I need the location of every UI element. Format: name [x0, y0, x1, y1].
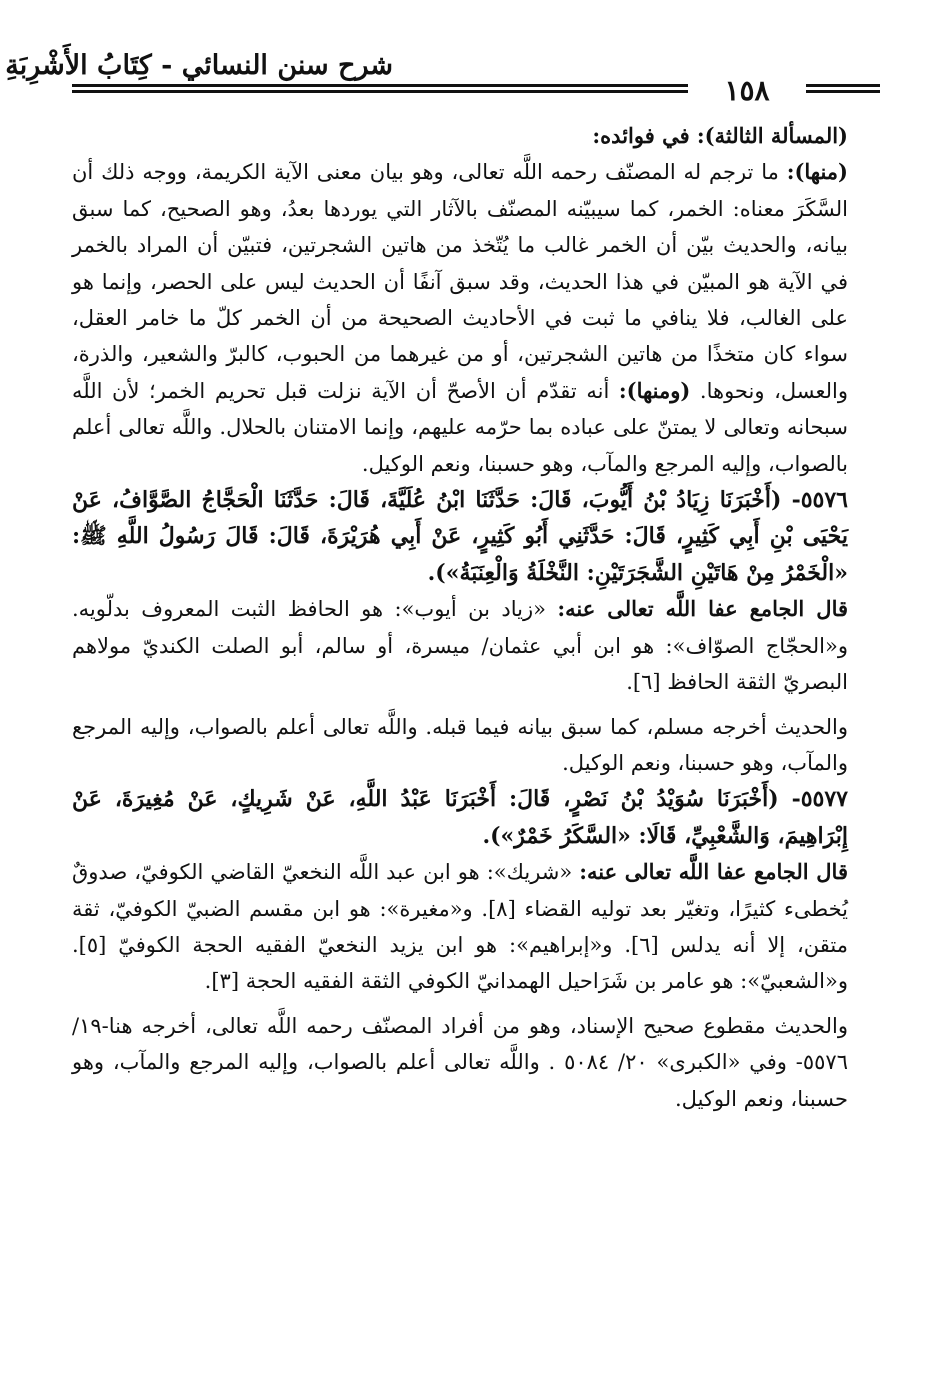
hadith-5577: ٥٥٧٧- (أَخْبَرَنَا سُوَيْدُ بْنُ نَصْرٍ، قَالَ: أَخْبَرَنَا عَبْدُ اللَّهِ، عَنْ شَرِيكٍ، عَنْ مُغِيرَةَ، عَنْ إِبْرَاهِيمَ، وَالشَّعْبِيِّ، قَالَا: «السَّكَرُ خَمْرٌ»). — [72, 786, 848, 849]
running-header-title: شرح سنن النسائي - كِتَابُ الأَشْرِبَةِ — [5, 50, 393, 81]
page-body — [72, 118, 848, 1117]
benefit-label-2: (ومنها): — [618, 377, 691, 403]
benefits-paragraph — [72, 154, 848, 482]
narrators-note-5577 — [72, 854, 848, 1000]
takhrij-paragraph-2: والحديث مقطوع صحيح الإسناد، وهو من أفراد المصنّف رحمه اللَّه تعالى، أخرجه هنا-١٩/ ٥٥٧٦- وفي «الكبرى» ٢٠/ ٥٠٨٤ . واللَّه تعالى أعلم بالصواب، وإليه المرجع والمآب، وهو حسبنا، ونعم الوكيل. — [72, 1013, 848, 1111]
narrators-note-5576 — [72, 591, 848, 700]
benefit-text-1: ما ترجم له المصنّف رحمه اللَّه تعالى، وهو بيان معنى الآية الكريمة، ووجه ذلك أن السَّكَرَ معناه: الخمر، كما سيبيّنه المصنّف بالآثار التي يوردها بعدُ، وهو الصحيح، كما سبق بيانه، والحديث بيّن أن الخمر غالب ما يُتّخذ من هاتين الشجرتين، فتبيّن أن المراد بالخمر في الآية هو المبيّن في هذا الحديث، وقد سبق آنفًا أن الحديث ليس على الحصر، وإنما هو على الغالب، فلا ينافي ما ثبت في الأحاديث الصحيحة من أن الخمر كلّ ما خامر العقل، سواء كان متخذًا من هاتين الشجرتين، أو من غيرهما من الحبوب، كالبرّ والشعير، والذرة، والعسل، ونحوها. — [72, 160, 848, 403]
hadith-5576: ٥٥٧٦- (أَخْبَرَنَا زِيَادُ بْنُ أَيُّوبَ، قَالَ: حَدَّثَنَا ابْنُ عُلَيَّةَ، قَالَ: حَدَّثَنَا الْحَجَّاجُ الصَّوَّافُ، عَنْ يَحْيَى بْنِ أَبِي كَثِيرٍ، قَالَ: حَدَّثَنِي أَبُو كَثِيرٍ، عَنْ أَبِي هُرَيْرَةَ، قَالَ: قَالَ رَسُولُ اللَّهِ ﷺ: «الْخَمْرُ مِنْ هَاتَيْنِ الشَّجَرَتَيْنِ: النَّخْلَةُ وَالْعِنَبَةُ»). — [72, 487, 848, 586]
page-number: ١٥٨ — [688, 76, 806, 106]
compiler-label-1: قال الجامع عفا اللَّه تعالى عنه: — [557, 596, 849, 622]
issue-heading — [72, 118, 848, 154]
spacer — [72, 701, 848, 709]
benefit-text-2: أنه تقدّم أن الأصحّ أن الآية نزلت قبل تحريم الخمر؛ لأن اللَّه سبحانه وتعالى لا يمتنّ على عباده بما حرّمه عليهم، وإنما الامتنان بالحلال. واللَّه تعالى أعلم بالصواب، وإليه المرجع والمآب، وهو حسبنا، ونعم الوكيل. — [72, 378, 848, 476]
takhrij-paragraph-1: والحديث أخرجه مسلم، كما سبق بيانه فيما قبله. واللَّه تعالى أعلم بالصواب، وإليه المرجع والمآب، وهو حسبنا، ونعم الوكيل. — [72, 714, 848, 775]
narrators-text-2: «شريك»: هو ابن عبد اللَّه النخعيّ القاضي الكوفيّ، صدوقٌ يُخطىء كثيرًا، وتغيّر بعد توليه القضاء [٨]. و«مغيرة»: هو ابن مقسم الضبيّ الكوفيّ، ثقة متقن، إلا أنه يدلس [٦]. و«إبراهيم»: هو ابن يزيد النخعيّ الفقيه الحجة الكوفيّ [٥]. و«الشعبيّ»: هو عامر بن شَرَاحيل الهمدانيّ الكوفي الثقة الفقيه الحجة [٣]. — [72, 860, 849, 994]
benefit-label-1: (منها): — [786, 159, 848, 185]
narrators-text-1: «زياد بن أيوب»: هو الحافظ الثبت المعروف بدلّويه. و«الحجّاج الصوّاف»: هو ابن أبي عثمان/ ميسرة، أو سالم، أبو الصلت الكنديّ مولاهم البصريّ الثقة الحافظ [٦]. — [72, 597, 848, 695]
spacer — [72, 1000, 848, 1008]
compiler-label-2: قال الجامع عفا اللَّه تعالى عنه: — [579, 859, 848, 885]
issue-heading-text: (المسألة الثالثة): في فوائده: — [592, 123, 848, 148]
